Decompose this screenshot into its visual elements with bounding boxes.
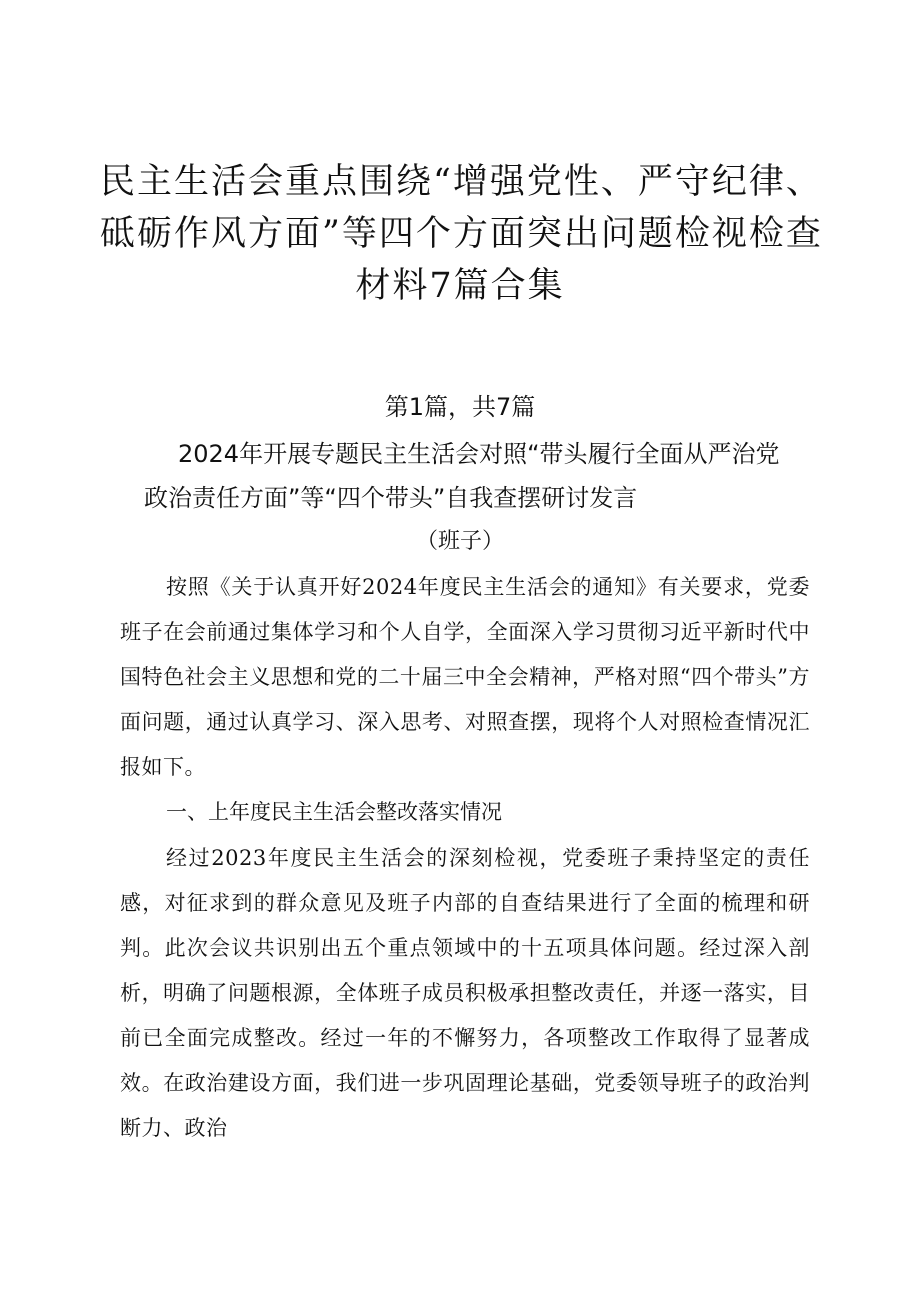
section-heading: 一、上年度民主生活会整改落实情况 <box>166 800 502 824</box>
title-line: 材料7篇合集 <box>355 266 565 306</box>
title-line: 民主生活会重点围绕“增强党性、严守纪律、 <box>100 162 823 202</box>
intro-paragraph: 按照《关于认真开好2024年度民主生活会的通知》有关要求，党委班子在会前通过集体学习和个人自学，全面深入学习贯彻习近平新时代中国特色社会主义思想和党的二十届三中全会精神，严格对照“四个带头”方面问题，通过认真学习、深入思考、对照查摆，现将个人对照检查情况汇报如下。 <box>120 575 810 779</box>
speech-title-line: 政治责任方面”等“四个带头”自我查摆研讨发言 <box>144 484 638 512</box>
speech-title-line: 2024年开展专题民主生活会对照“带头履行全面从严治党 <box>178 440 780 468</box>
body-paragraph: 经过2023年度民主生活会的深刻检视，党委班子秉持坚定的责任感，对征求到的群众意见及班子内部的自查结果进行了全面的梳理和研判。此次会议共识别出五个重点领域中的十五项具体问题。经过深入剖析，明确了问题根源，全体班子成员积极承担整改责任，并逐一落实，目前已全面完成整改。经过一年的不懈努力，各项整改工作取得了显著成效。在政治建设方面，我们进一步巩固理论基础，党委领导班子的政治判断力、政治 <box>120 846 810 1140</box>
document-title <box>100 156 823 312</box>
title-line: 砥砺作风方面”等四个方面突出问题检视检查 <box>100 214 823 254</box>
part-heading: 第1篇，共7篇 <box>384 393 536 421</box>
subject-note: （班子） <box>415 529 504 554</box>
speech-title <box>130 432 810 520</box>
